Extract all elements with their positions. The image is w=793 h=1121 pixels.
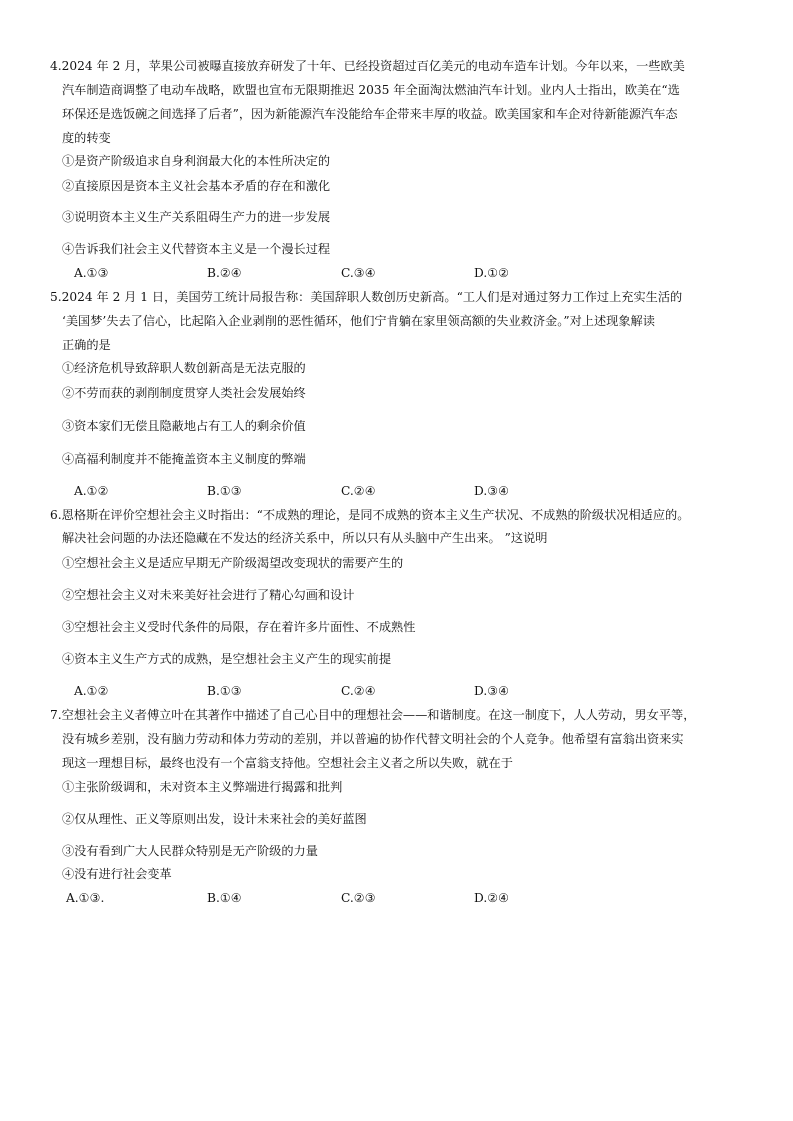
q7-stem-line-2: 没有城乡差别，没有脑力劳动和体力劳动的差别，并以普遍的协作代替文明社会的个人竞争。他希望有富翁出资来实 (62, 732, 684, 746)
q4-item-4: ④告诉我们社会主义代替资本主义是一个漫长过程 (62, 242, 331, 256)
q7-item-1: ①主张阶级调和，未对资本主义弊端进行揭露和批判 (62, 780, 343, 794)
q5-stem-line-2: ‘美国梦’失去了信心，比起陷入企业剥削的恶性循环，他们宁肯躺在家里领高额的失业救济金。”对上述现象解读 (62, 314, 655, 328)
q5-option-b[interactable]: B.①③ (207, 484, 242, 498)
q4-stem-line-4: 度的转变 (62, 131, 111, 145)
q6-option-d[interactable]: D.③④ (474, 684, 510, 698)
q6-item-1: ①空想社会主义是适应早期无产阶级渴望改变现状的需要产生的 (62, 556, 404, 570)
q7-item-3: ③没有看到广大人民群众特别是无产阶级的力量 (62, 844, 318, 858)
q5-option-a[interactable]: A.①② (74, 484, 109, 498)
q5-option-c[interactable]: C.②④ (341, 484, 376, 498)
q6-option-a[interactable]: A.①② (74, 684, 109, 698)
q6-stem-line-2: 解决社会问题的办法还隐藏在不发达的经济关系中，所以只有从头脑中产生出来。 ”这说明 (62, 531, 548, 545)
q6-stem-line-1: 6.恩格斯在评价空想社会主义时指出：“不成熟的理论，是同不成熟的资本主义生产状况、不成熟的阶级状况相适应的。 (50, 508, 690, 522)
q6-item-3: ③空想社会主义受时代条件的局限，存在着许多片面性、不成熟性 (62, 620, 416, 634)
q6-option-b[interactable]: B.①③ (207, 684, 242, 698)
q7-stem-line-1: 7.空想社会主义者傅立叶在其著作中描述了自己心目中的理想社会——和谐制度。在这一制度下，人人劳动，男女平等， (50, 708, 696, 722)
q4-item-3: ③说明资本主义生产关系阻碍生产力的进一步发展 (62, 210, 331, 224)
q5-stem-line-1: 5.2024 年 2 月 1 日，美国劳工统计局报告称：美国辞职人数创历史新高。“工人们是对通过努力工作过上充实生活的 (50, 290, 683, 304)
q7-item-2: ②仅从理性、正义等原则出发，设计未来社会的美好蓝图 (62, 812, 367, 826)
q4-option-c[interactable]: C.③④ (341, 266, 376, 280)
q4-item-2: ②直接原因是资本主义社会基本矛盾的存在和激化 (62, 179, 331, 193)
q7-option-d[interactable]: D.②④ (474, 891, 510, 905)
q4-option-a[interactable]: A.①③ (74, 266, 109, 280)
q5-stem-line-3: 正确的是 (62, 338, 111, 352)
q4-stem-line-1: 4.2024 年 2 月，苹果公司被曝直接放弃研发了十年、已经投资超过百亿美元的电动车造车计划。今年以来，一些欧美 (50, 59, 685, 73)
q4-item-1: ①是资产阶级追求自身利润最大化的本性所决定的 (62, 154, 331, 168)
q4-option-d[interactable]: D.①② (474, 266, 510, 280)
q5-item-3: ③资本家们无偿且隐蔽地占有工人的剩余价值 (62, 419, 306, 433)
q7-item-4: ④没有进行社会变革 (62, 867, 172, 881)
q7-stem-line-3: 现这一理想目标，最终也没有一个富翁支持他。空想社会主义者之所以失败，就在于 (62, 756, 513, 770)
q4-stem-line-3: 环保还是选饭碗之间选择了后者”，因为新能源汽车没能给车企带来丰厚的收益。欧美国家和车企对待新能源汽车态 (62, 107, 678, 121)
q7-option-a[interactable]: A.①③. (66, 891, 105, 905)
q6-option-c[interactable]: C.②④ (341, 684, 376, 698)
q6-item-2: ②空想社会主义对未来美好社会进行了精心勾画和设计 (62, 588, 355, 602)
q7-option-b[interactable]: B.①④ (207, 891, 242, 905)
q5-option-d[interactable]: D.③④ (474, 484, 510, 498)
q5-item-4: ④高福利制度并不能掩盖资本主义制度的弊端 (62, 452, 306, 466)
q5-item-1: ①经济危机导致辞职人数创新高是无法克服的 (62, 361, 306, 375)
q6-item-4: ④资本主义生产方式的成熟，是空想社会主义产生的现实前提 (62, 652, 392, 666)
q5-item-2: ②不劳而获的剥削制度贯穿人类社会发展始终 (62, 386, 306, 400)
q7-option-c[interactable]: C.②③ (341, 891, 376, 905)
q4-stem-line-2: 汽车制造商调整了电动车战略，欧盟也宣布无限期推迟 2035 年全面淘汰燃油汽车计划。业内人士指出，欧美在“选 (62, 83, 680, 97)
q4-option-b[interactable]: B.②④ (207, 266, 242, 280)
